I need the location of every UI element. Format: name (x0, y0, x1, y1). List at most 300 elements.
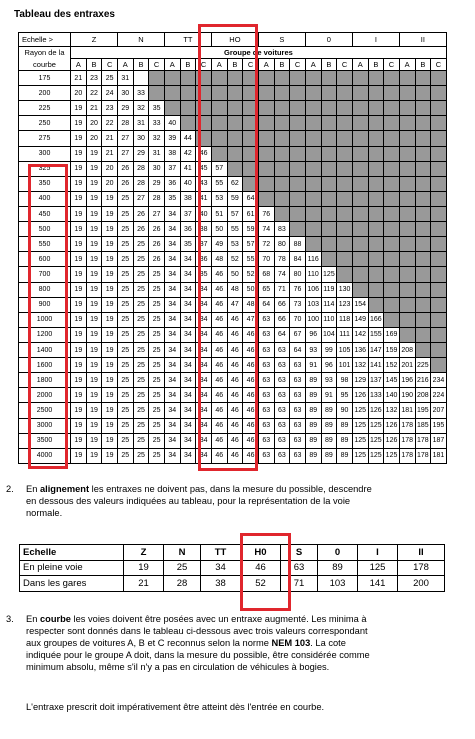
value-cell (368, 116, 384, 131)
value-cell (368, 176, 384, 191)
value-cell (384, 71, 400, 86)
value-cell: 36 (196, 252, 212, 267)
value-cell: 25 (133, 282, 149, 297)
value-cell: 19 (86, 267, 102, 282)
value-cell: 19 (71, 433, 87, 448)
value-cell: 208 (399, 342, 415, 357)
value-cell: 57 (211, 161, 227, 176)
value-cell: 105 (337, 342, 353, 357)
value-cell: 126 (384, 418, 400, 433)
value-cell (399, 116, 415, 131)
value-cell: 19 (71, 146, 87, 161)
value-cell: 125 (352, 448, 368, 463)
value-cell: 34 (180, 252, 196, 267)
value-cell: 63 (290, 433, 306, 448)
value-cell: 25 (149, 282, 165, 297)
value-cell (384, 86, 400, 101)
radius-cell: 350 (19, 176, 71, 191)
value-cell: 51 (211, 206, 227, 221)
value-cell: 55 (227, 222, 243, 237)
value-cell: 63 (274, 342, 290, 357)
value-cell: 93 (321, 373, 337, 388)
value-cell: 63 (258, 342, 274, 357)
value-cell: 35 (196, 267, 212, 282)
value-cell: 37 (180, 206, 196, 221)
value-cell: 27 (117, 131, 133, 146)
scale-header: N (117, 33, 164, 47)
value-cell: 25 (117, 206, 133, 221)
value-cell (133, 71, 149, 86)
value-cell: 46 (227, 403, 243, 418)
small-value-cell: 52 (241, 576, 281, 592)
value-cell: 46 (211, 403, 227, 418)
value-cell: 63 (274, 448, 290, 463)
highlight-ho-column (198, 24, 258, 471)
value-cell (431, 327, 447, 342)
value-cell (399, 267, 415, 282)
value-cell: 19 (102, 222, 118, 237)
value-cell: 19 (86, 206, 102, 221)
para3-bold-nem: NEM 103 (271, 638, 311, 648)
para2-text-a: En (26, 484, 40, 494)
value-cell: 19 (86, 433, 102, 448)
value-cell: 19 (71, 388, 87, 403)
radius-cell: 200 (19, 86, 71, 101)
small-value-cell: 38 (201, 576, 241, 592)
radius-cell: 600 (19, 252, 71, 267)
subgroup-header: B (180, 59, 196, 71)
small-value-cell: 19 (124, 560, 164, 576)
radius-cell: 175 (19, 71, 71, 86)
value-cell: 34 (196, 388, 212, 403)
value-cell: 25 (117, 342, 133, 357)
radius-cell: 550 (19, 237, 71, 252)
value-cell (274, 71, 290, 86)
value-cell: 123 (337, 297, 353, 312)
value-cell (368, 161, 384, 176)
value-cell: 46 (243, 448, 259, 463)
value-cell: 126 (352, 388, 368, 403)
value-cell: 49 (211, 237, 227, 252)
value-cell (399, 176, 415, 191)
value-cell: 19 (102, 388, 118, 403)
value-cell: 63 (258, 403, 274, 418)
value-cell: 116 (305, 252, 321, 267)
value-cell: 99 (321, 342, 337, 357)
value-cell: 20 (86, 116, 102, 131)
value-cell: 224 (431, 388, 447, 403)
subgroup-header: C (196, 59, 212, 71)
value-cell (384, 206, 400, 221)
radius-cell: 500 (19, 222, 71, 237)
value-cell: 25 (117, 327, 133, 342)
value-cell: 19 (102, 327, 118, 342)
value-cell: 64 (258, 297, 274, 312)
value-cell: 47 (227, 297, 243, 312)
value-cell: 52 (243, 267, 259, 282)
value-cell (337, 146, 353, 161)
value-cell: 74 (274, 267, 290, 282)
small-value-cell: 25 (164, 560, 201, 576)
echelle-label: Echelle > (19, 33, 71, 47)
value-cell: 114 (321, 297, 337, 312)
value-cell: 89 (305, 418, 321, 433)
value-cell (431, 146, 447, 161)
value-cell: 46 (211, 358, 227, 373)
subgroup-header: B (415, 59, 431, 71)
value-cell (305, 71, 321, 86)
value-cell: 71 (274, 282, 290, 297)
value-cell: 25 (149, 403, 165, 418)
value-cell (431, 131, 447, 146)
value-cell (431, 71, 447, 86)
value-cell (290, 116, 306, 131)
value-cell: 178 (415, 433, 431, 448)
value-cell: 80 (274, 237, 290, 252)
scale-header: HO (211, 33, 258, 47)
value-cell: 35 (149, 101, 165, 116)
value-cell: 25 (117, 282, 133, 297)
para3-line4: indiquée pour le groupe A doit, dans la mesure du possible, être considérée comme (26, 650, 370, 660)
highlight-radius-column (28, 164, 68, 469)
value-cell: 25 (133, 297, 149, 312)
value-cell (415, 206, 431, 221)
value-cell: 25 (149, 388, 165, 403)
value-cell: 30 (117, 86, 133, 101)
value-cell: 63 (258, 327, 274, 342)
value-cell: 126 (384, 433, 400, 448)
value-cell (321, 116, 337, 131)
value-cell (352, 146, 368, 161)
value-cell (352, 267, 368, 282)
value-cell: 19 (86, 342, 102, 357)
value-cell (290, 101, 306, 116)
value-cell (384, 101, 400, 116)
value-cell: 155 (368, 327, 384, 342)
value-cell (368, 146, 384, 161)
radius-cell: 300 (19, 146, 71, 161)
value-cell: 46 (243, 373, 259, 388)
value-cell (180, 86, 196, 101)
value-cell: 25 (117, 222, 133, 237)
value-cell: 59 (227, 191, 243, 206)
value-cell (337, 176, 353, 191)
value-cell (384, 161, 400, 176)
value-cell: 25 (117, 312, 133, 327)
value-cell: 25 (133, 358, 149, 373)
value-cell: 19 (86, 448, 102, 463)
value-cell (337, 161, 353, 176)
small-value-cell: 141 (358, 576, 398, 592)
value-cell (321, 206, 337, 221)
value-cell (352, 252, 368, 267)
value-cell: 19 (71, 312, 87, 327)
value-cell (431, 161, 447, 176)
value-cell (431, 312, 447, 327)
value-cell (290, 161, 306, 176)
value-cell: 125 (368, 418, 384, 433)
value-cell: 46 (243, 388, 259, 403)
value-cell (415, 312, 431, 327)
value-cell: 25 (133, 312, 149, 327)
small-value-cell: 28 (164, 576, 201, 592)
paragraph-3 (6, 613, 466, 677)
value-cell: 25 (117, 418, 133, 433)
value-cell: 84 (290, 252, 306, 267)
value-cell: 25 (149, 342, 165, 357)
value-cell: 26 (149, 237, 165, 252)
value-cell: 34 (196, 358, 212, 373)
value-cell: 25 (133, 373, 149, 388)
value-cell: 216 (415, 373, 431, 388)
value-cell: 31 (117, 71, 133, 86)
radius-cell: 450 (19, 206, 71, 221)
value-cell: 19 (71, 252, 87, 267)
value-cell (180, 71, 196, 86)
value-cell: 66 (274, 297, 290, 312)
value-cell: 19 (102, 433, 118, 448)
value-cell (352, 176, 368, 191)
small-table-row (20, 560, 445, 576)
para3-text-a: En (26, 614, 40, 624)
value-cell: 125 (368, 433, 384, 448)
value-cell: 19 (71, 418, 87, 433)
value-cell: 125 (368, 448, 384, 463)
value-cell: 31 (149, 146, 165, 161)
value-cell (368, 222, 384, 237)
value-cell: 76 (258, 206, 274, 221)
value-cell: 52 (227, 252, 243, 267)
value-cell (415, 327, 431, 342)
scale-header: 0 (305, 33, 352, 47)
value-cell: 19 (71, 297, 87, 312)
value-cell: 63 (258, 358, 274, 373)
value-cell: 89 (337, 448, 353, 463)
value-cell (415, 146, 431, 161)
value-cell (164, 71, 180, 86)
subgroup-header: A (352, 59, 368, 71)
radius-cell: 3500 (19, 433, 71, 448)
value-cell (415, 101, 431, 116)
value-cell (431, 237, 447, 252)
para3-text-b: les voies doivent être posées avec un entraxe augmenté. Les minima à (70, 614, 367, 624)
value-cell: 19 (86, 176, 102, 191)
value-cell (352, 282, 368, 297)
value-cell: 125 (352, 433, 368, 448)
value-cell: 80 (290, 267, 306, 282)
value-cell: 19 (102, 448, 118, 463)
scale-header: S (258, 33, 305, 47)
value-cell (352, 71, 368, 86)
value-cell: 145 (384, 373, 400, 388)
small-value-cell: 71 (281, 576, 318, 592)
value-cell: 126 (368, 403, 384, 418)
value-cell: 34 (180, 267, 196, 282)
value-cell: 34 (196, 312, 212, 327)
value-cell: 64 (274, 327, 290, 342)
value-cell: 25 (133, 448, 149, 463)
value-cell: 72 (258, 237, 274, 252)
value-cell (258, 101, 274, 116)
value-cell: 46 (211, 282, 227, 297)
value-cell: 46 (227, 433, 243, 448)
value-cell: 26 (133, 222, 149, 237)
scale-header: I (352, 33, 399, 47)
para4-text: L'entraxe prescrit doit impérativement être atteint dès l'entrée en courbe. (26, 702, 325, 712)
value-cell (399, 131, 415, 146)
value-cell: 20 (71, 86, 87, 101)
value-cell: 25 (149, 433, 165, 448)
value-cell: 46 (211, 327, 227, 342)
value-cell: 64 (290, 342, 306, 357)
value-cell (337, 101, 353, 116)
para2-line3: normale. (26, 508, 63, 518)
value-cell (384, 267, 400, 282)
value-cell: 19 (86, 191, 102, 206)
value-cell: 34 (164, 403, 180, 418)
value-cell (384, 222, 400, 237)
value-cell: 88 (290, 237, 306, 252)
value-cell: 98 (337, 373, 353, 388)
value-cell: 63 (274, 433, 290, 448)
value-cell (305, 131, 321, 146)
value-cell: 89 (337, 433, 353, 448)
value-cell: 67 (290, 327, 306, 342)
value-cell (337, 86, 353, 101)
value-cell: 25 (149, 327, 165, 342)
value-cell: 34 (180, 418, 196, 433)
value-cell (415, 342, 431, 357)
value-cell: 46 (243, 433, 259, 448)
subgroup-header: A (258, 59, 274, 71)
value-cell: 46 (227, 342, 243, 357)
value-cell: 19 (71, 131, 87, 146)
value-cell (368, 297, 384, 312)
value-cell: 141 (368, 358, 384, 373)
value-cell (274, 146, 290, 161)
value-cell: 26 (149, 222, 165, 237)
radius-cell: 1400 (19, 342, 71, 357)
value-cell (305, 146, 321, 161)
value-cell: 28 (117, 116, 133, 131)
radius-cell: 400 (19, 191, 71, 206)
value-cell: 19 (102, 252, 118, 267)
value-cell: 104 (321, 327, 337, 342)
value-cell: 19 (71, 448, 87, 463)
value-cell: 25 (149, 312, 165, 327)
subgroup-header: C (290, 59, 306, 71)
value-cell: 125 (321, 267, 337, 282)
value-cell (384, 252, 400, 267)
value-cell (305, 116, 321, 131)
value-cell: 73 (290, 297, 306, 312)
value-cell: 63 (274, 373, 290, 388)
value-cell (415, 191, 431, 206)
value-cell: 91 (305, 358, 321, 373)
value-cell: 34 (164, 327, 180, 342)
value-cell (431, 176, 447, 191)
value-cell: 66 (274, 312, 290, 327)
value-cell: 19 (102, 191, 118, 206)
value-cell (368, 206, 384, 221)
value-cell: 25 (117, 433, 133, 448)
value-cell: 110 (321, 312, 337, 327)
value-cell: 34 (180, 358, 196, 373)
value-cell: 19 (102, 373, 118, 388)
small-header-scale: I (358, 545, 398, 561)
value-cell (290, 71, 306, 86)
value-cell: 154 (352, 297, 368, 312)
radius-cell: 3000 (19, 418, 71, 433)
value-cell: 125 (352, 403, 368, 418)
subgroup-header: B (86, 59, 102, 71)
value-cell: 19 (71, 403, 87, 418)
value-cell (290, 146, 306, 161)
value-cell: 63 (290, 373, 306, 388)
value-cell: 46 (211, 373, 227, 388)
value-cell (274, 116, 290, 131)
value-cell (337, 206, 353, 221)
value-cell: 34 (164, 282, 180, 297)
value-cell: 25 (149, 297, 165, 312)
value-cell: 19 (102, 312, 118, 327)
value-cell (399, 86, 415, 101)
value-cell: 19 (71, 116, 87, 131)
value-cell: 68 (258, 267, 274, 282)
value-cell: 28 (133, 176, 149, 191)
value-cell (258, 146, 274, 161)
small-header-scale: TT (201, 545, 241, 561)
value-cell (149, 86, 165, 101)
value-cell: 34 (196, 373, 212, 388)
value-cell: 34 (180, 297, 196, 312)
small-header-scale: Z (124, 545, 164, 561)
value-cell (258, 176, 274, 191)
value-cell: 89 (305, 373, 321, 388)
value-cell: 101 (337, 358, 353, 373)
value-cell: 22 (102, 116, 118, 131)
value-cell: 159 (384, 342, 400, 357)
value-cell: 46 (227, 448, 243, 463)
scale-header: TT (164, 33, 211, 47)
value-cell: 46 (211, 312, 227, 327)
value-cell (384, 237, 400, 252)
value-cell: 19 (86, 161, 102, 176)
value-cell: 50 (227, 267, 243, 282)
value-cell: 178 (399, 448, 415, 463)
value-cell: 125 (384, 448, 400, 463)
value-cell: 35 (164, 191, 180, 206)
value-cell: 25 (149, 358, 165, 373)
value-cell: 34 (164, 433, 180, 448)
value-cell: 25 (102, 71, 118, 86)
value-cell: 93 (305, 342, 321, 357)
value-cell: 19 (71, 237, 87, 252)
value-cell (305, 191, 321, 206)
value-cell (399, 161, 415, 176)
value-cell: 19 (86, 237, 102, 252)
value-cell: 38 (180, 191, 196, 206)
small-header-scale: II (398, 545, 445, 561)
value-cell: 25 (133, 403, 149, 418)
value-cell: 57 (227, 206, 243, 221)
value-cell: 34 (196, 342, 212, 357)
value-cell: 32 (149, 131, 165, 146)
value-cell: 30 (133, 131, 149, 146)
value-cell: 25 (133, 267, 149, 282)
value-cell: 34 (196, 327, 212, 342)
value-cell: 89 (321, 448, 337, 463)
